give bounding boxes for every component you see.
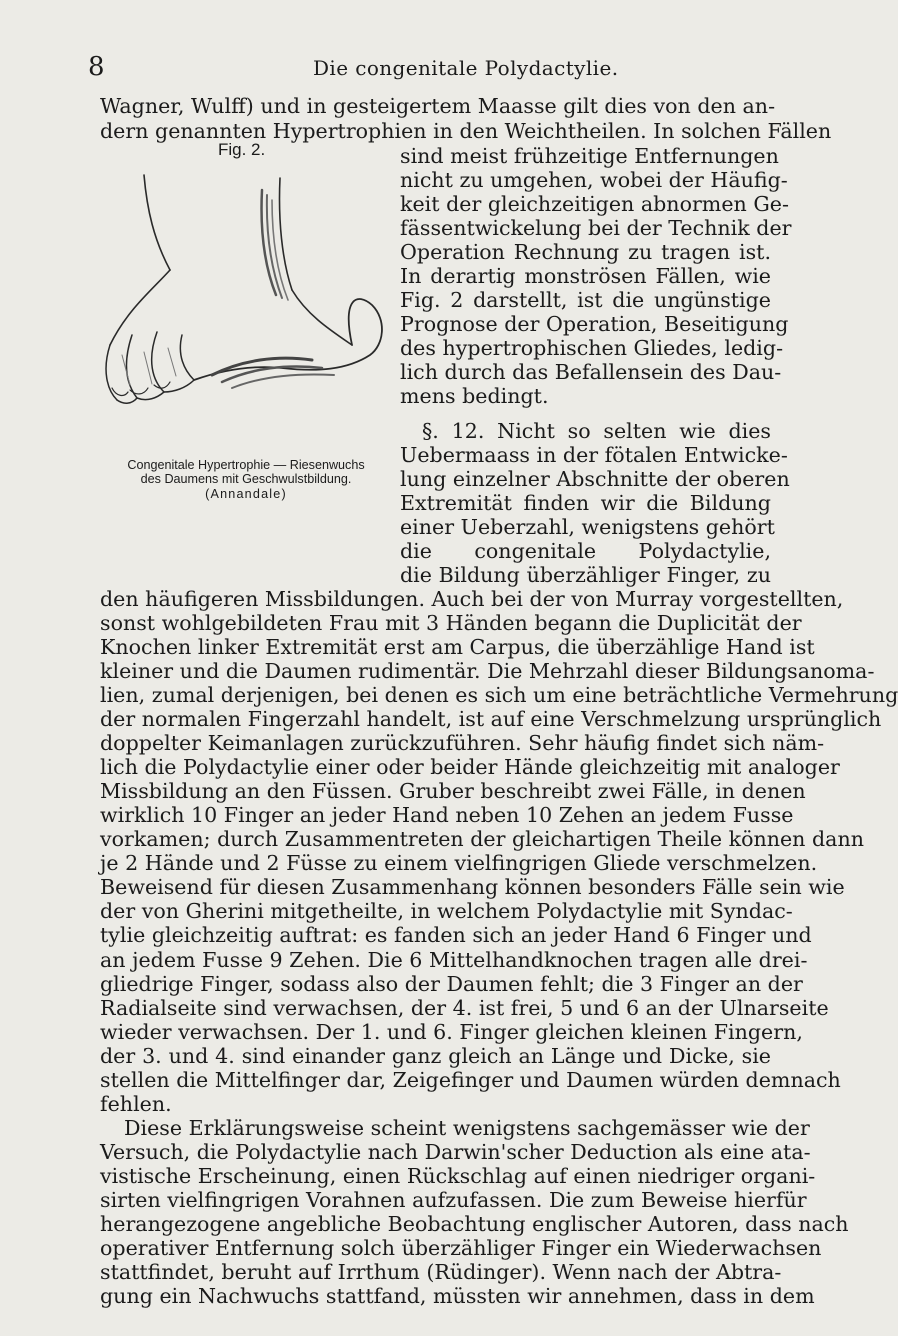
- section-heading-line: §. 12. Nicht so selten wie dies: [422, 418, 771, 443]
- page-number: 8: [88, 52, 105, 82]
- hand-illustration: [102, 170, 394, 460]
- text-line: Knochen linker Extremität erst am Carpus, die überzählige Hand ist: [100, 635, 815, 660]
- text-line: Missbildung an den Füssen. Gruber beschreibt zwei Fälle, in denen: [100, 779, 806, 804]
- text-line: der 3. und 4. sind einander ganz gleich an Länge und Dicke, sie: [100, 1043, 771, 1068]
- text-line: fehlen.: [100, 1091, 172, 1116]
- text-line: Diese Erklärungsweise scheint wenigstens sachgemässer wie der: [124, 1115, 810, 1140]
- text-line: wirklich 10 Finger an jeder Hand neben 10 Zehen an jedem Fusse: [100, 803, 794, 828]
- text-line: an jedem Fusse 9 Zehen. Die 6 Mittelhandknochen tragen alle drei-: [100, 947, 808, 972]
- text-line: dern genannten Hypertrophien in den Weichtheilen. In solchen Fällen: [100, 119, 832, 143]
- text-line: sonst wohlgebildeten Frau mit 3 Händen begann die Duplicität der: [100, 611, 802, 636]
- text-line: vistische Erscheinung, einen Rückschlag auf einen niedriger organi-: [100, 1163, 816, 1188]
- text-line: nicht zu umgehen, wobei der Häufig-: [400, 168, 788, 193]
- text-line: stellen die Mittelfinger dar, Zeigefinger und Daumen würden demnach: [100, 1067, 841, 1092]
- text-line: Radialseite sind verwachsen, der 4. ist frei, 5 und 6 an der Ulnarseite: [100, 995, 829, 1020]
- text-line: vorkamen; durch Zusammentreten der gleichartigen Theile können dann: [100, 827, 864, 852]
- text-line: lich die Polydactylie einer oder beider Hände gleichzeitig mit analoger: [100, 755, 840, 780]
- text-line: fässentwickelung bei der Technik der: [400, 216, 792, 241]
- text-line: Beweisend für diesen Zusammenhang können besonders Fälle sein wie: [100, 875, 845, 900]
- text-line: doppelter Keimanlagen zurückzuführen. Sehr häufig findet sich näm-: [100, 731, 825, 756]
- text-line: keit der gleichzeitigen abnormen Ge-: [400, 192, 789, 217]
- text-line: mens bedingt.: [400, 384, 549, 409]
- text-line: je 2 Hände und 2 Füsse zu einem vielfingrigen Gliede verschmelzen.: [100, 851, 818, 876]
- text-line: gliedrige Finger, sodass also der Daumen fehlt; die 3 Finger an der: [100, 971, 803, 996]
- text-line: lich durch das Befallensein des Dau-: [400, 360, 782, 385]
- text-line: sirten vielfingrigen Vorahnen aufzufassen. Die zum Beweise hierfür: [100, 1187, 807, 1212]
- text-line: wieder verwachsen. Der 1. und 6. Finger gleichen kleinen Fingern,: [100, 1019, 803, 1044]
- text-line: Wagner, Wulff) und in gesteigertem Maasse gilt dies von den an-: [100, 94, 776, 118]
- text-line: tylie gleichzeitig auftrat: es fanden sich an jeder Hand 6 Finger und: [100, 923, 812, 948]
- text-line: lien, zumal derjenigen, bei denen es sich um eine beträchtliche Vermehrung: [100, 683, 898, 708]
- text-line: sind meist frühzeitige Entfernungen: [400, 144, 779, 168]
- text-line: die congenitale Polydactylie,: [400, 539, 771, 564]
- text-line: einer Ueberzahl, wenigstens gehört: [400, 515, 775, 540]
- text-line: lung einzelner Abschnitte der oberen: [400, 467, 790, 492]
- figure-caption-line-2: des Daumens mit Geschwulstbildung.: [140, 472, 352, 486]
- text-line: die Bildung überzähliger Finger, zu: [400, 563, 771, 588]
- text-line: herangezogene angebliche Beobachtung englischer Autoren, dass nach: [100, 1211, 849, 1236]
- figure-label: Fig. 2.: [218, 140, 266, 159]
- figure-caption-credit: (Annandale): [205, 487, 287, 501]
- text-line: Uebermaass in der fötalen Entwicke-: [400, 443, 788, 467]
- text-line: Extremität finden wir die Bildung: [400, 491, 771, 516]
- text-line: In derartig monströsen Fällen, wie: [400, 264, 771, 289]
- text-line: Operation Rechnung zu tragen ist.: [400, 240, 771, 265]
- text-line: gung ein Nachwuchs stattfand, müssten wir annehmen, dass in dem: [100, 1283, 815, 1308]
- text-line: kleiner und die Daumen rudimentär. Die Mehrzahl dieser Bildungsanoma-: [100, 659, 875, 684]
- text-line: stattfindet, beruht auf Irrthum (Rüdinger). Wenn nach der Abtra-: [100, 1259, 782, 1284]
- figure-caption-line-1: Congenitale Hypertrophie — Riesenwuchs: [127, 458, 365, 472]
- text-line: Prognose der Operation, Beseitigung: [400, 312, 789, 337]
- text-line: operativer Entfernung solch überzähliger Finger ein Wiederwachsen: [100, 1235, 822, 1260]
- text-line: der von Gherini mitgetheilte, in welchem Polydactylie mit Syndac-: [100, 899, 793, 924]
- text-line: des hypertrophischen Gliedes, ledig-: [400, 336, 784, 361]
- text-line: Fig. 2 darstellt, ist die ungünstige: [400, 288, 771, 313]
- page-header: [88, 52, 761, 82]
- text-line: Versuch, die Polydactylie nach Darwin'scher Deduction als eine ata-: [100, 1139, 811, 1164]
- text-line: den häufigeren Missbildungen. Auch bei der von Murray vorgestellten,: [100, 587, 844, 612]
- running-title: Die congenitale Polydactylie.: [313, 56, 619, 80]
- text-line: der normalen Fingerzahl handelt, ist auf eine Verschmelzung ursprünglich: [100, 707, 882, 732]
